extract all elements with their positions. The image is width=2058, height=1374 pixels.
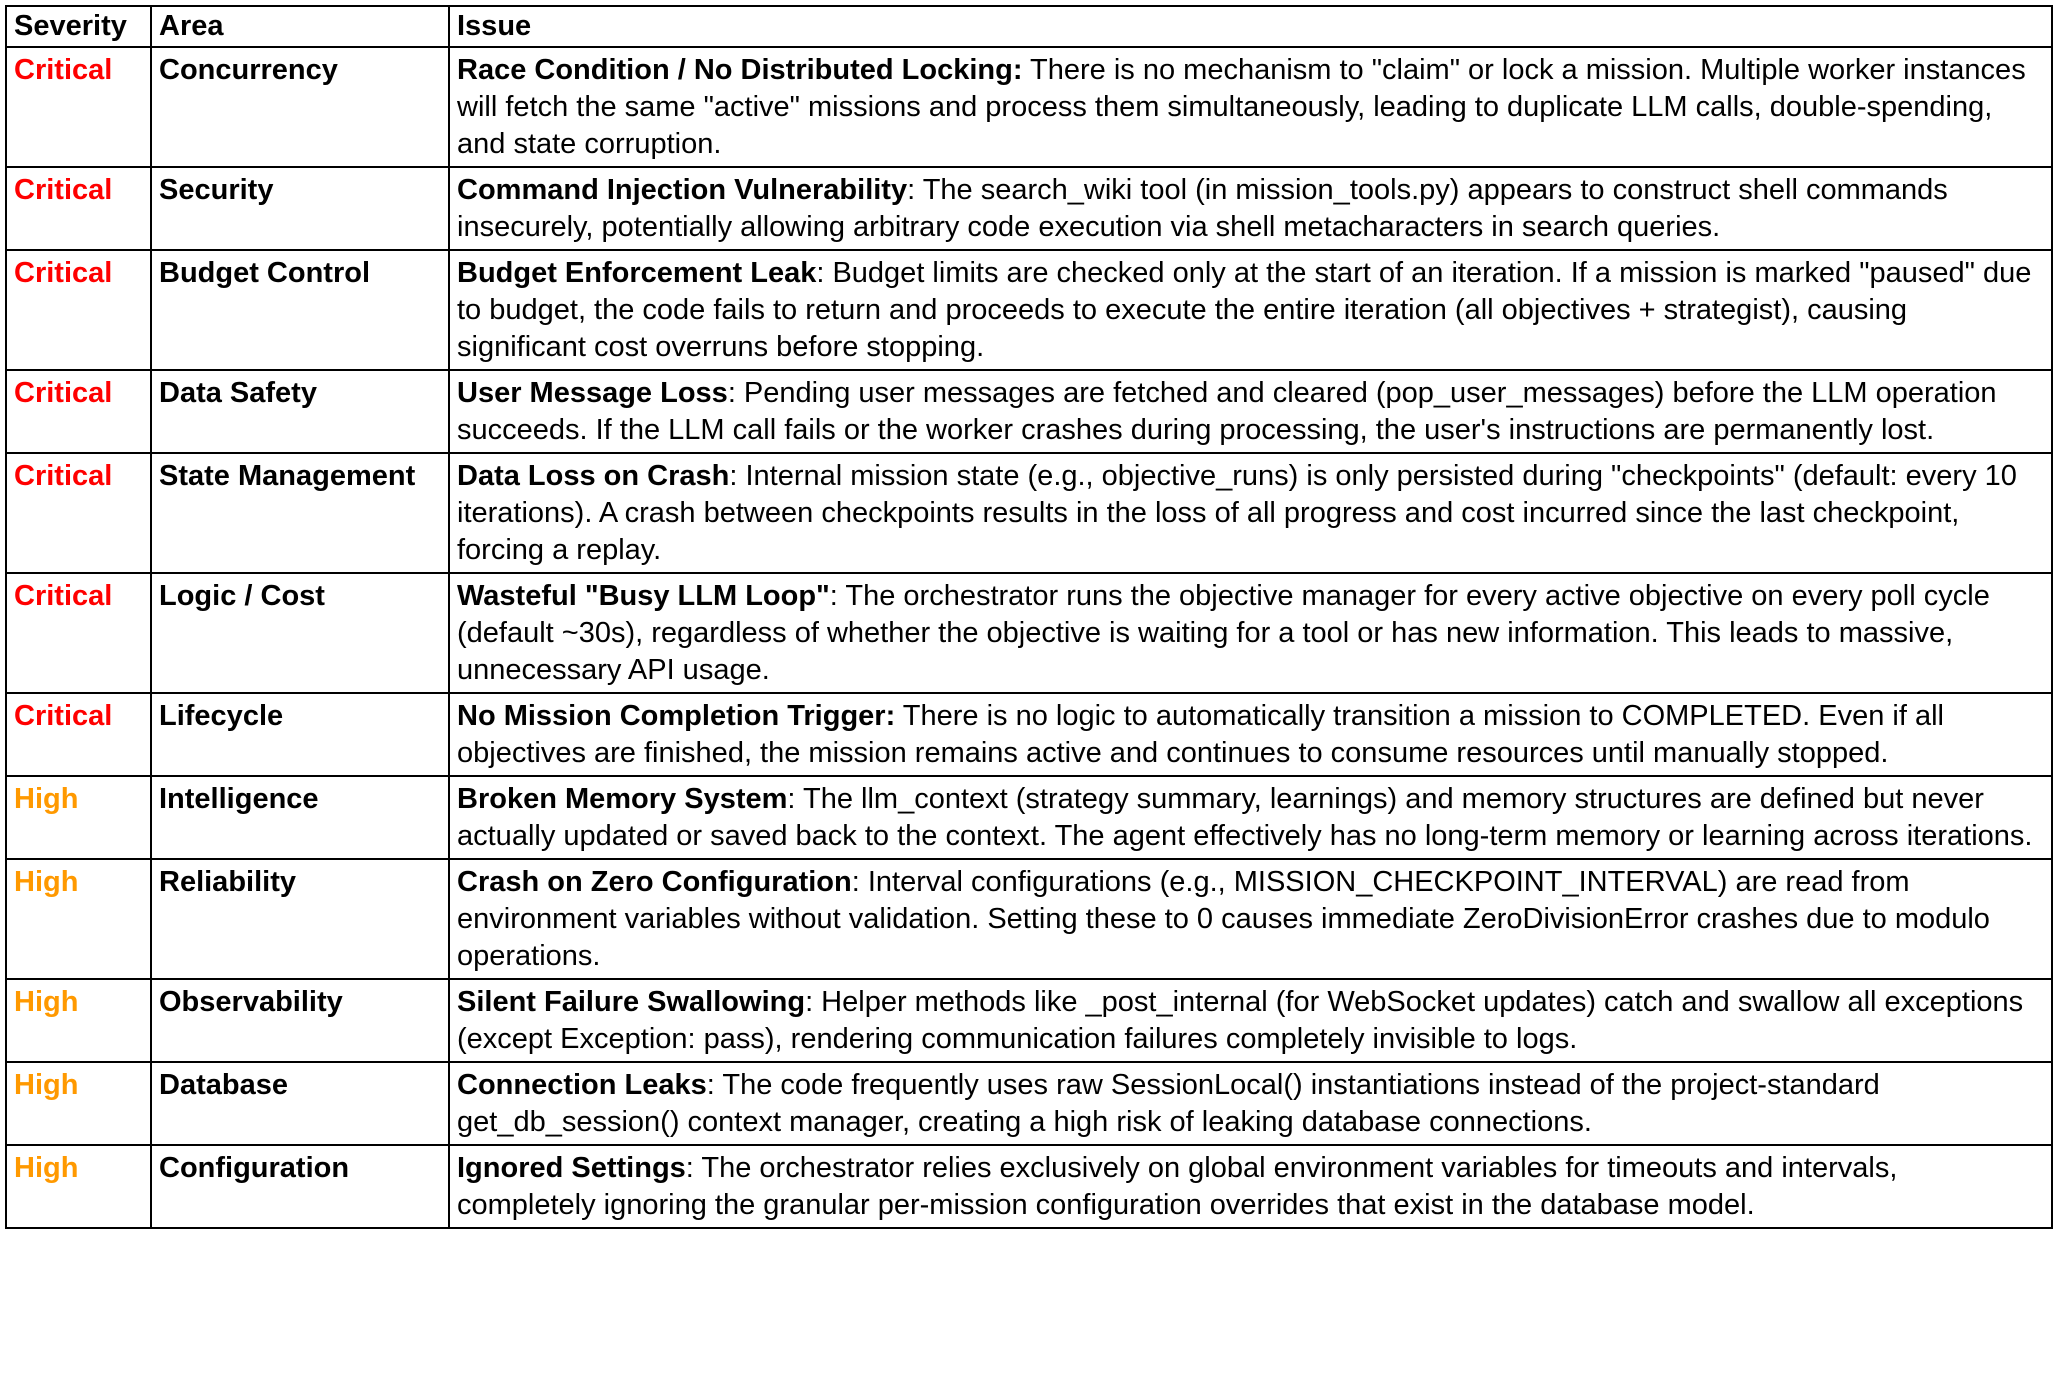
area-cell: Reliability — [151, 859, 449, 979]
issue-description: There is no logic to automatically transition a mission to COMPLETED. Even if all objectives are finished, the mission remains active and continues to consume resources until manually stopped. — [457, 700, 1944, 769]
issue-description: : The llm_context (strategy summary, learnings) and memory structures are defined but never actually updated or saved back to the context. The agent effectively has no long-term memory or learning across iterations. — [457, 783, 2033, 852]
severity-cell: High — [6, 979, 151, 1062]
issue-title: Connection Leaks — [457, 1069, 707, 1101]
area-cell: Configuration — [151, 1145, 449, 1228]
severity-cell: High — [6, 1062, 151, 1145]
severity-cell: Critical — [6, 250, 151, 370]
table-row — [6, 573, 2052, 693]
issue-description: : Pending user messages are fetched and cleared (pop_user_messages) before the LLM operation succeeds. If the LLM call fails or the worker crashes during processing, the user's instructions are permanently lost. — [457, 377, 1997, 446]
issue-cell — [449, 573, 2052, 693]
area-cell: Budget Control — [151, 250, 449, 370]
issue-cell — [449, 1145, 2052, 1228]
table-row — [6, 1062, 2052, 1145]
issue-cell — [449, 979, 2052, 1062]
severity-cell: High — [6, 1145, 151, 1228]
issue-title: Broken Memory System — [457, 783, 788, 815]
table-row — [6, 167, 2052, 250]
table-row — [6, 979, 2052, 1062]
issue-column-header: Issue — [449, 6, 2052, 47]
area-cell: Database — [151, 1062, 449, 1145]
area-cell: Logic / Cost — [151, 573, 449, 693]
issue-title: Silent Failure Swallowing — [457, 986, 806, 1018]
severity-cell: High — [6, 859, 151, 979]
issue-cell — [449, 167, 2052, 250]
issue-cell — [449, 1062, 2052, 1145]
issue-cell — [449, 250, 2052, 370]
table-row — [6, 250, 2052, 370]
issue-cell — [449, 370, 2052, 453]
area-cell: Concurrency — [151, 47, 449, 167]
table-row — [6, 370, 2052, 453]
issues-table-body — [6, 47, 2052, 1228]
table-row — [6, 47, 2052, 167]
issue-title: Ignored Settings — [457, 1152, 686, 1184]
issue-description: : Helper methods like _post_internal (for WebSocket updates) catch and swallow all exceptions (except Exception: pass), rendering communication failures completely invisible to logs. — [457, 986, 2024, 1055]
issue-cell — [449, 776, 2052, 859]
issue-title: Wasteful "Busy LLM Loop" — [457, 580, 830, 612]
issue-title: Crash on Zero Configuration — [457, 866, 852, 898]
issue-title: No Mission Completion Trigger: — [457, 700, 896, 732]
issue-cell — [449, 693, 2052, 776]
area-cell: Lifecycle — [151, 693, 449, 776]
issue-description: : Internal mission state (e.g., objective_runs) is only persisted during "checkpoints" (default: every 10 iterations). A crash between checkpoints results in the loss of all progress and cost incurred since the last checkpoint, forcing a replay. — [457, 460, 2017, 566]
issue-cell — [449, 453, 2052, 573]
issue-description: : Budget limits are checked only at the start of an iteration. If a mission is marked "paused" due to budget, the code fails to return and proceeds to execute the entire iteration (all objectives + strategist), causing significant cost overruns before stopping. — [457, 257, 2032, 363]
issue-title: User Message Loss — [457, 377, 728, 409]
area-cell: Intelligence — [151, 776, 449, 859]
area-column-header: Area — [151, 6, 449, 47]
severity-cell: High — [6, 776, 151, 859]
area-cell: State Management — [151, 453, 449, 573]
issue-cell — [449, 859, 2052, 979]
header-row — [6, 6, 2052, 47]
table-row — [6, 1145, 2052, 1228]
severity-cell: Critical — [6, 167, 151, 250]
issue-title: Race Condition / No Distributed Locking: — [457, 54, 1023, 86]
severity-cell: Critical — [6, 370, 151, 453]
issue-title: Budget Enforcement Leak — [457, 257, 817, 289]
issues-table — [5, 5, 2053, 1229]
severity-cell: Critical — [6, 47, 151, 167]
issue-description: There is no mechanism to "claim" or lock a mission. Multiple worker instances will fetch the same "active" missions and process them simultaneously, leading to duplicate LLM calls, double-spending, and state corruption. — [457, 54, 2026, 160]
issue-description: : The orchestrator relies exclusively on global environment variables for timeouts and intervals, completely ignoring the granular per-mission configuration overrides that exist in the database model. — [457, 1152, 1898, 1221]
issue-title: Command Injection Vulnerability — [457, 174, 908, 206]
severity-column-header: Severity — [6, 6, 151, 47]
severity-cell: Critical — [6, 693, 151, 776]
issue-cell — [449, 47, 2052, 167]
severity-cell: Critical — [6, 573, 151, 693]
issue-title: Data Loss on Crash — [457, 460, 730, 492]
issue-description: : Interval configurations (e.g., MISSION_CHECKPOINT_INTERVAL) are read from environment variables without validation. Setting these to 0 causes immediate ZeroDivisionError crashes due to modulo operations. — [457, 866, 1990, 972]
issue-description: : The search_wiki tool (in mission_tools.py) appears to construct shell commands insecurely, potentially allowing arbitrary code execution via shell metacharacters in search queries. — [457, 174, 1948, 243]
table-row — [6, 693, 2052, 776]
area-cell: Observability — [151, 979, 449, 1062]
issue-description: : The code frequently uses raw SessionLocal() instantiations instead of the project-standard get_db_session() context manager, creating a high risk of leaking database connections. — [457, 1069, 1880, 1138]
table-row — [6, 859, 2052, 979]
severity-cell: Critical — [6, 453, 151, 573]
area-cell: Security — [151, 167, 449, 250]
table-row — [6, 776, 2052, 859]
issue-description: : The orchestrator runs the objective manager for every active objective on every poll cycle (default ~30s), regardless of whether the objective is waiting for a tool or has new information. This leads to massive, unnecessary API usage. — [457, 580, 1990, 686]
table-row — [6, 453, 2052, 573]
area-cell: Data Safety — [151, 370, 449, 453]
